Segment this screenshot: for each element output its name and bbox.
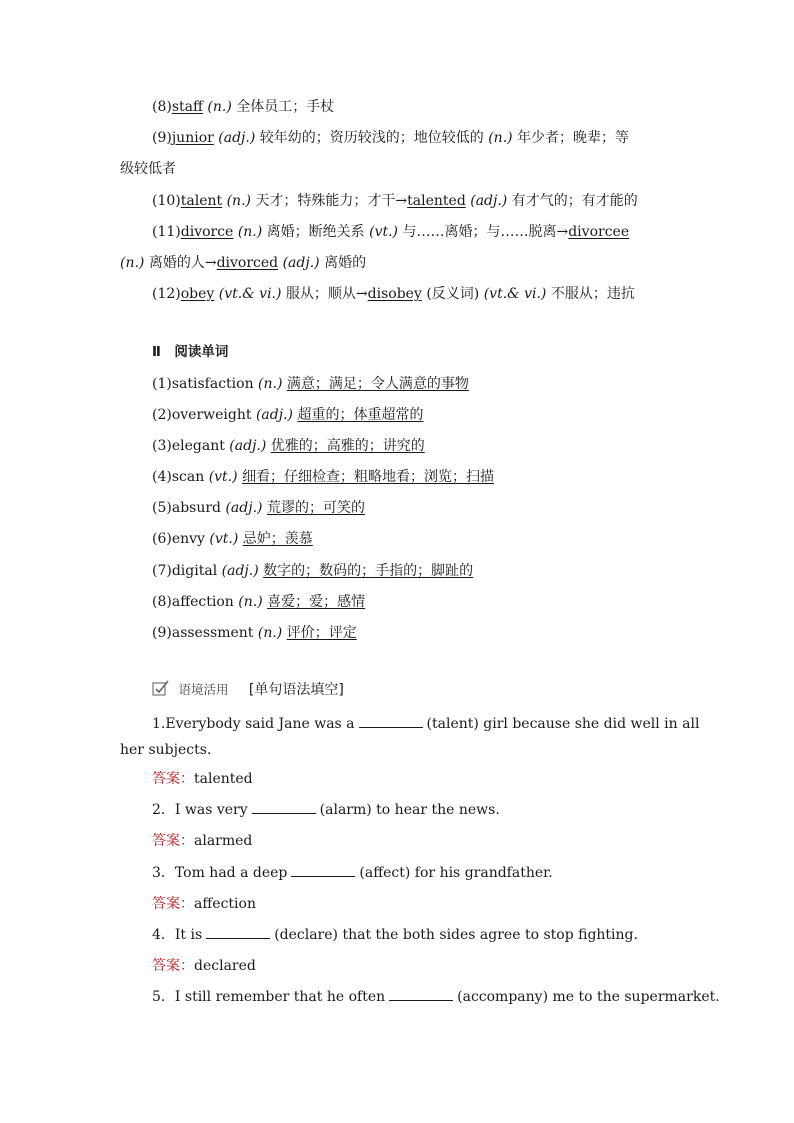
exercise-title: [单句语法填空] [248, 682, 344, 698]
reading-item-absurd: (5)absurd (adj.) 荒谬的；可笑的 [152, 500, 365, 516]
answer-blank[interactable] [389, 988, 453, 1001]
question-2: 2．I was very (alarm) to hear the news. [152, 802, 500, 818]
reading-item-scan: (4)scan (vt.) 细看；仔细检查；粗略地看；浏览；扫描 [152, 469, 495, 485]
answer-3: 答案：affection [152, 896, 256, 912]
reading-item-affection: (8)affection (n.) 喜爱；爱；感情 [152, 594, 366, 610]
answer-1: 答案：talented [152, 771, 253, 787]
reading-item-envy: (6)envy (vt.) 忌妒；羡慕 [152, 531, 313, 547]
checkbox-pencil-icon [152, 680, 170, 696]
vocab-item-staff: (8)staff (n.) 全体员工；手杖 [152, 99, 335, 115]
vocab-item-divorce: (11)divorce (n.) 离婚；断绝关系 (vt.) 与……离婚；与……脱离→divorcee [152, 224, 630, 240]
reading-item-overweight: (2)overweight (adj.) 超重的；体重超常的 [152, 407, 424, 423]
question-3: 3．Tom had a deep (affect) for his grandfather. [152, 865, 553, 881]
section-title-reading-words: Ⅱ 阅读单词 [152, 344, 229, 360]
question-1: 1.Everybody said Jane was a (talent) girl because she did well in all [152, 716, 700, 732]
answer-4: 答案：declared [152, 958, 256, 974]
question-4: 4．It is (declare) that the both sides agree to stop fighting. [152, 927, 638, 943]
answer-blank[interactable] [252, 801, 316, 814]
answer-blank[interactable] [206, 926, 270, 939]
vocab-item-junior-cont: 级较低者 [120, 161, 176, 177]
context-label: 语境活用 [178, 682, 229, 697]
vocab-item-junior: (9)junior (adj.) 较年幼的；资历较浅的；地位较低的 (n.) 年少者；晚辈；等 [152, 130, 630, 146]
reading-item-elegant: (3)elegant (adj.) 优雅的；高雅的；讲究的 [152, 438, 425, 454]
reading-item-digital: (7)digital (adj.) 数字的；数码的；手指的；脚趾的 [152, 563, 474, 579]
question-1-cont: her subjects. [120, 742, 212, 758]
answer-blank[interactable] [359, 715, 423, 728]
reading-item-assessment: (9)assessment (n.) 评价；评定 [152, 625, 357, 641]
question-5: 5．I still remember that he often (accompany) me to the supermarket. [152, 989, 720, 1005]
exercise-header [152, 680, 344, 700]
answer-2: 答案：alarmed [152, 833, 253, 849]
reading-item-satisfaction: (1)satisfaction (n.) 满意；满足；令人满意的事物 [152, 376, 469, 392]
vocab-item-obey: (12)obey (vt.& vi.) 服从；顺从→disobey (反义词) (vt.& vi.) 不服从；违抗 [152, 286, 635, 302]
answer-blank[interactable] [291, 864, 355, 877]
vocab-item-talent: (10)talent (n.) 天才；特殊能力；才干→talented (adj.) 有才气的；有才能的 [152, 193, 638, 209]
vocab-item-divorce-cont: (n.) 离婚的人→divorced (adj.) 离婚的 [120, 255, 367, 271]
